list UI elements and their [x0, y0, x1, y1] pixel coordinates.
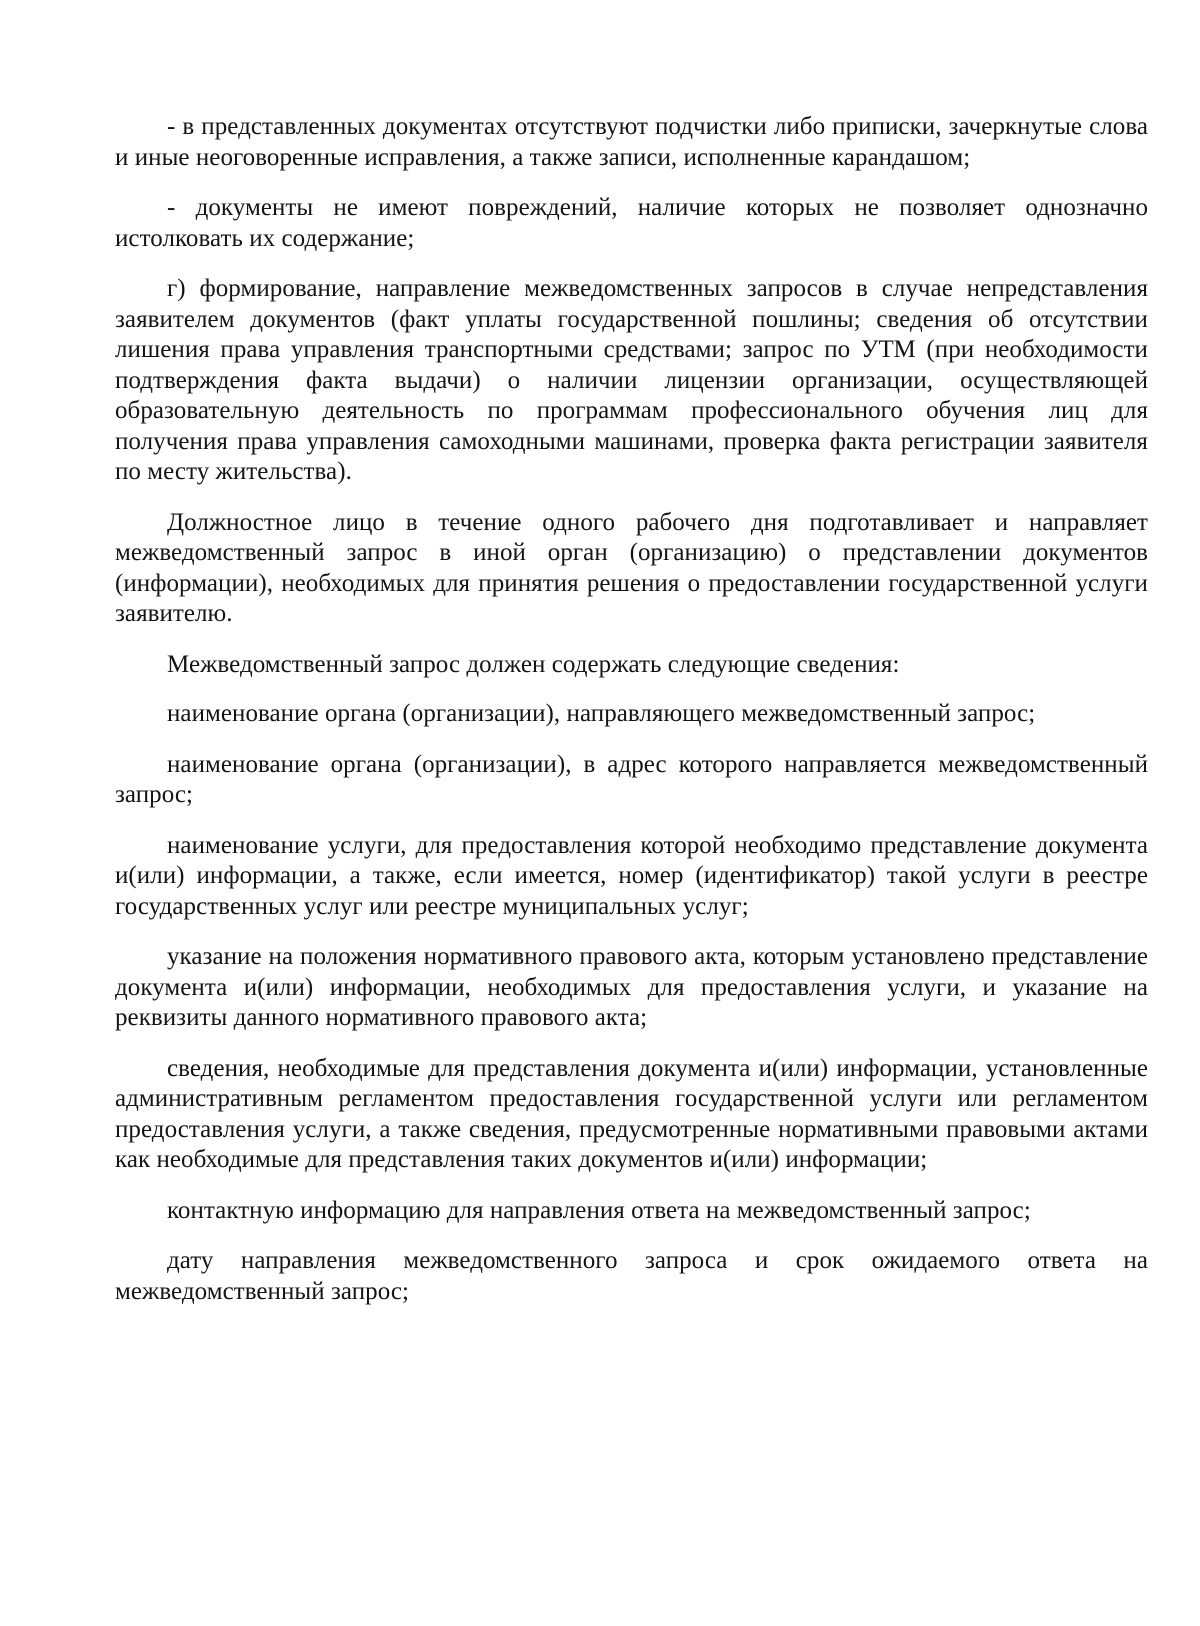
paragraph-service-name: наименование услуги, для предоставления которой необходимо представление документа и(или) информации, а также, если имеется, номер (идентификатор) такой услуги в реестре государственных услуг или реестре муниципальных услуг;	[115, 831, 1148, 920]
paragraph-legal-act-reference: указание на положения нормативного правового акта, которым установлено представление документа и(или) информации, необходимых для предоставления услуги, и указание на реквизиты данного нормативного правового акта;	[115, 943, 1148, 1031]
paragraph-interagency-requests: г) формирование, направление межведомственных запросов в случае непредставления заявителем документов (факт уплаты государственной пошлины; сведения об отсутствии лишения права управления транспортными средствами; запрос по УТМ (при необходимости подтверждения факта выдачи) о наличии лицензии организации, осуществляющей образовательную деятельность по программам профессионального обучения лиц для получения права управления самоходными машинами, проверка факта регистрации заявителя по месту жительства).	[115, 275, 1148, 485]
paragraph-no-erasures: - в представленных документах отсутствуют подчистки либо приписки, зачеркнутые слова и иные неоговоренные исправления, а также записи, исполненные карандашом;	[115, 113, 1148, 171]
paragraph-required-information: сведения, необходимые для представления документа и(или) информации, установленные административным регламентом предоставления государственной услуги или регламентом предоставления услуги, а также сведения, предусмотренные нормативными правовыми актами как необходимые для представления таких документов и(или) информации;	[115, 1054, 1148, 1173]
paragraph-official-prepares-request: Должностное лицо в течение одного рабочего дня подготавливает и направляет межведомственный запрос в иной орган (организацию) о представлении документов (информации), необходимых для принятия решения о предоставлении государственной услуги заявителю.	[115, 508, 1148, 627]
paragraph-sender-name: наименование органа (организации), направляющего межведомственный запрос;	[167, 700, 1036, 727]
paragraph-contact-information: контактную информацию для направления ответа на межведомственный запрос;	[167, 1196, 1031, 1224]
paragraph-no-damage: - документы не имеют повреждений, наличие которых не позволяет однозначно истолковать их содержание;	[115, 194, 1148, 252]
paragraph-recipient-name: наименование органа (организации), в адрес которого направляется межведомственный запрос;	[115, 750, 1148, 808]
paragraph-request-date: дату направления межведомственного запроса и срок ожидаемого ответа на межведомственный запрос;	[115, 1247, 1148, 1305]
paragraph-request-contents-intro: Межведомственный запрос должен содержать следующие сведения:	[167, 650, 900, 678]
